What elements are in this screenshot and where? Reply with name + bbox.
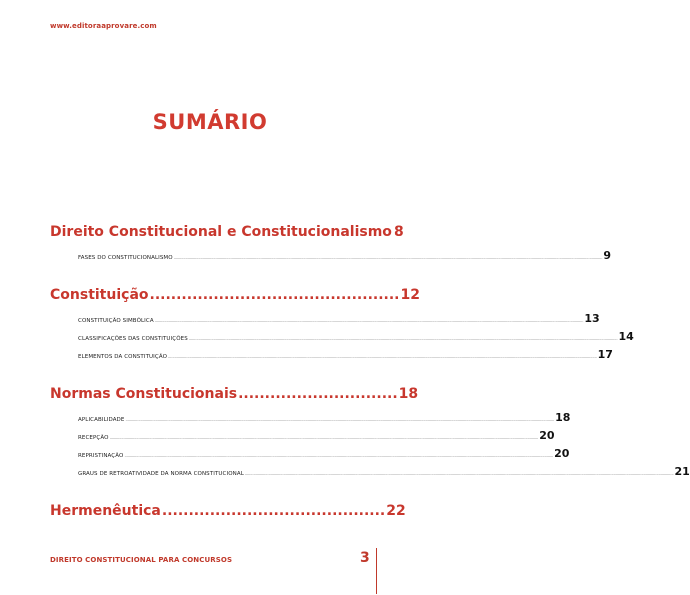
toc-subentry-page: 18 xyxy=(555,411,571,424)
toc-section-entry[interactable] xyxy=(50,285,420,305)
toc-section-page: 22 xyxy=(386,503,406,519)
toc-subentry-label: CLASSIFICAÇÕES DAS CONSTITUIÇÕES xyxy=(78,336,188,342)
toc-subentry[interactable] xyxy=(50,247,611,265)
toc-subentry-page: 17 xyxy=(597,348,613,361)
toc-section xyxy=(50,501,406,521)
toc-subentry[interactable] xyxy=(50,445,570,463)
toc-subentry-page: 13 xyxy=(584,312,600,325)
toc-section-leader: ............................................... xyxy=(149,287,400,303)
toc-section-entry[interactable] xyxy=(50,222,404,242)
toc-subentry[interactable] xyxy=(50,463,690,481)
toc-subentry-page: 14 xyxy=(618,330,634,343)
toc-section-page: 18 xyxy=(398,386,419,402)
toc-subentry-leader: ................................................................................................................................................................................................................................................................................................................................................................................................................ xyxy=(109,435,539,440)
toc-subentry-label: CONSTITUIÇÃO SIMBÓLICA xyxy=(78,318,154,324)
toc-subentry-page: 21 xyxy=(674,465,690,478)
table-of-contents xyxy=(50,222,690,541)
toc-section-entry[interactable] xyxy=(50,384,419,404)
toc-subentry[interactable] xyxy=(50,409,571,427)
footer-divider xyxy=(376,548,377,594)
toc-subentry-leader: ................................................................................................................................................................................................................................................................................................................................................................................................................ xyxy=(154,318,584,323)
toc-subentry-label: ELEMENTOS DA CONSTITUIÇÃO xyxy=(78,354,168,360)
toc-subentry-leader: ................................................................................................................................................................................................................................................................................................................................................................................................................ xyxy=(125,417,555,422)
toc-subentry[interactable] xyxy=(50,328,634,346)
site-url[interactable]: www.editoraaprovare.com xyxy=(50,22,157,30)
toc-section xyxy=(50,285,634,364)
toc-subentry-leader: ................................................................................................................................................................................................................................................................................................................................................................................................................ xyxy=(173,255,603,260)
toc-section xyxy=(50,384,690,481)
toc-subentry-label: RECEPÇÃO xyxy=(78,435,109,441)
toc-subentry[interactable] xyxy=(50,310,600,328)
toc-subentry[interactable] xyxy=(50,427,555,445)
toc-section xyxy=(50,222,611,265)
toc-section-label: Normas Constitucionais xyxy=(50,386,238,402)
toc-section-label: Hermenêutica xyxy=(50,503,161,519)
toc-section-label: Direito Constitucional e Constitucionalismo xyxy=(50,224,392,240)
toc-subentry-page: 20 xyxy=(554,447,570,460)
toc-section-page: 12 xyxy=(400,287,420,303)
toc-section-label: Constituição xyxy=(50,287,149,303)
toc-subentry-label: REPRISTINAÇÃO xyxy=(78,453,124,459)
toc-subentry-page: 9 xyxy=(603,249,611,262)
toc-subentry-leader: ................................................................................................................................................................................................................................................................................................................................................................................................................ xyxy=(244,471,674,476)
toc-section-leader: .......................................... xyxy=(161,503,386,519)
toc-subentry-page: 20 xyxy=(539,429,555,442)
toc-section-leader: .............................. xyxy=(238,386,398,402)
page-title: SUMÁRIO xyxy=(152,110,268,134)
toc-subentry-label: GRAUS DE RETROATIVIDADE DA NORMA CONSTITUCIONAL xyxy=(78,471,244,477)
toc-subentry-leader: ................................................................................................................................................................................................................................................................................................................................................................................................................ xyxy=(168,354,597,359)
toc-subentry[interactable] xyxy=(50,346,613,364)
toc-subentry-leader: ................................................................................................................................................................................................................................................................................................................................................................................................................ xyxy=(188,336,618,341)
footer-page-number: 3 xyxy=(360,550,370,566)
toc-section-page: 8 xyxy=(393,224,404,240)
toc-subentry-label: APLICABILIDADE xyxy=(78,417,125,423)
toc-subentry-leader: ................................................................................................................................................................................................................................................................................................................................................................................................................ xyxy=(124,453,554,458)
footer-book-title: DIREITO CONSTITUCIONAL PARA CONCURSOS xyxy=(50,556,233,564)
toc-subentry-label: FASES DO CONSTITUCIONALISMO xyxy=(78,255,173,261)
toc-section-entry[interactable] xyxy=(50,501,406,521)
